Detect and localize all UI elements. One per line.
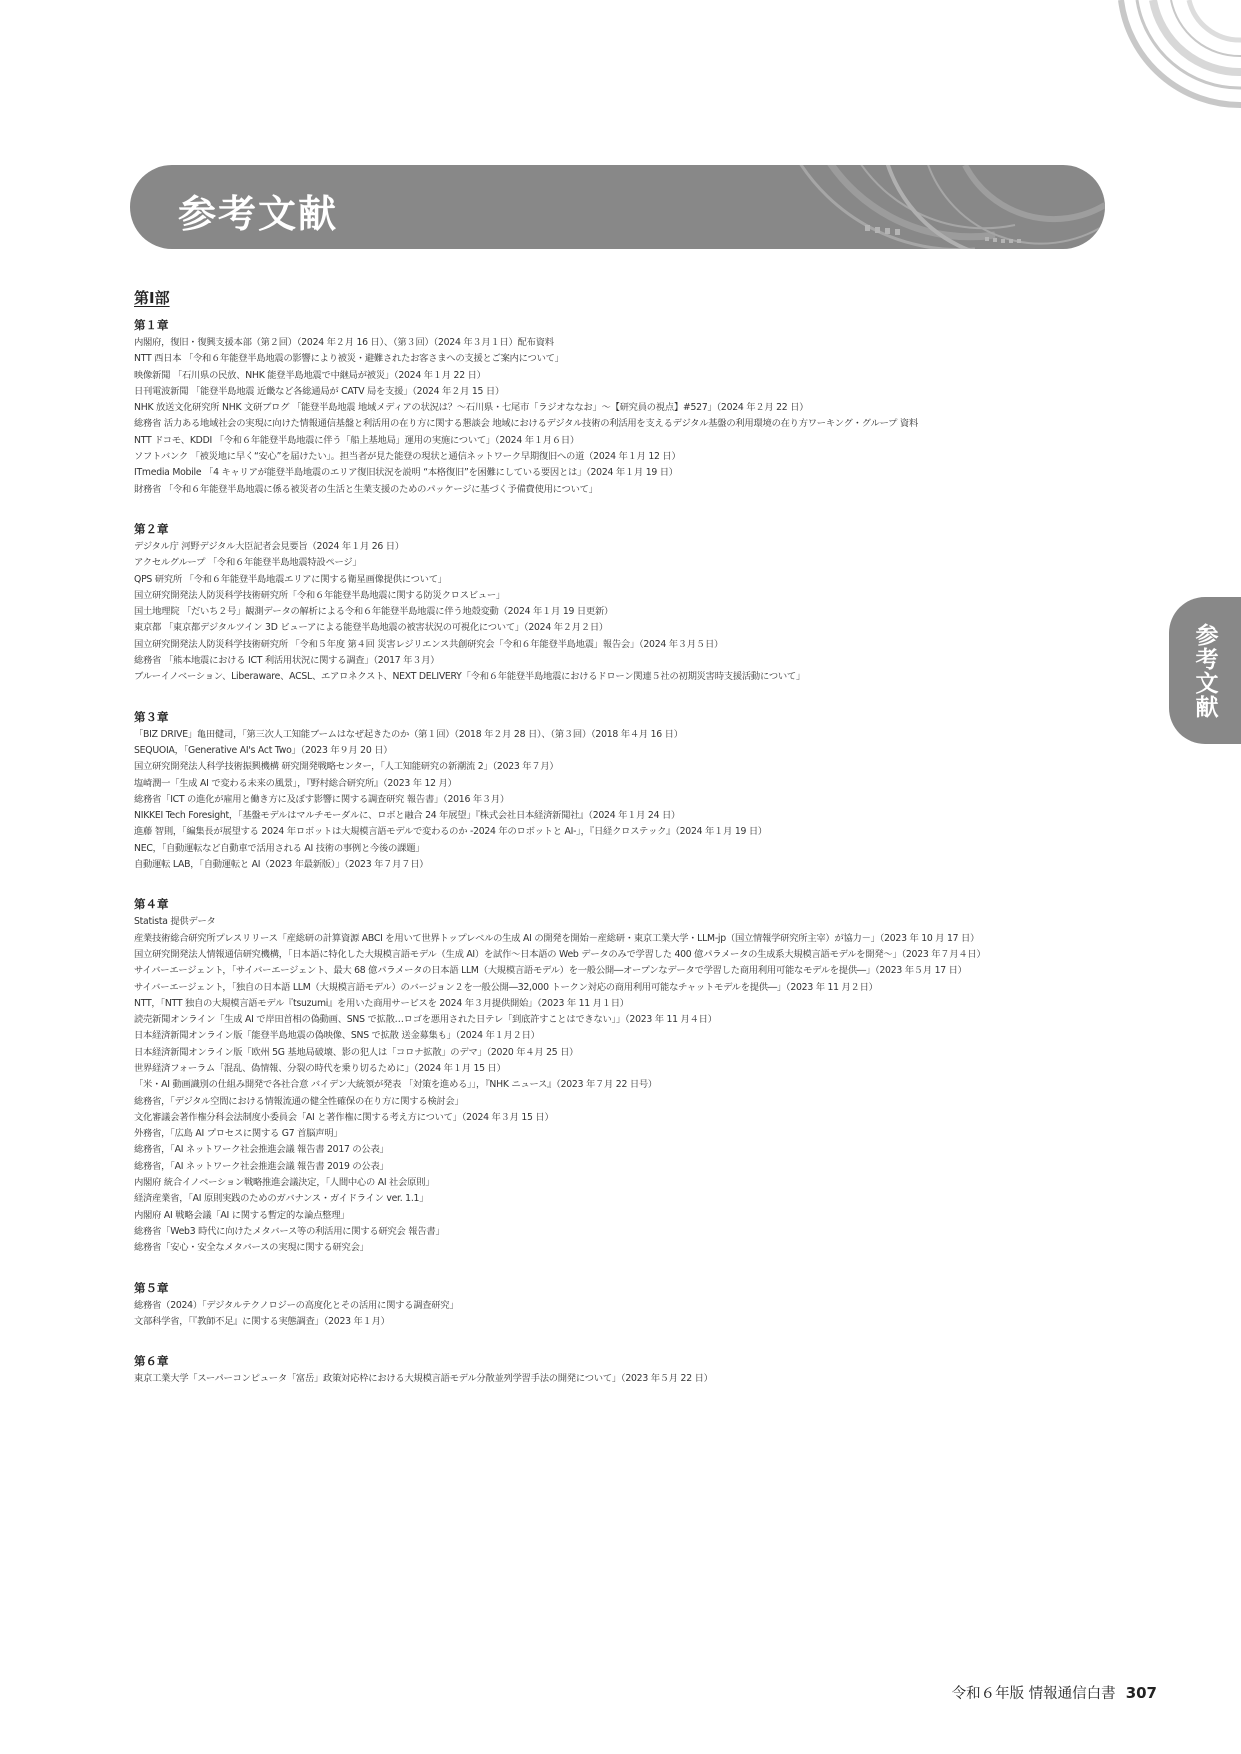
reference-item: ブルーイノベーション、Liberaware、ACSL、エアロネクスト、NEXT DELIVERY「令和６年能登半島地震におけるドローン関連５社の初期災害時支援活動について」 [134,671,806,683]
reference-list [134,1371,1114,1387]
reference-item: 自動運転 LAB，「自動運転と AI（2023 年最新版）」（2023 年７月７日） [134,859,429,871]
reference-list [134,727,1114,874]
reference-item: NEC，「自動運転など自動車で活用される AI 技術の事例と今後の課題」 [134,842,425,854]
reference-item: 東京都 「東京都デジタルツイン 3D ビューアによる能登半島地震の被害状況の可視化について」（2024 年２月２日） [134,622,608,634]
reference-item: 内閣府，復旧・復興支援本部（第２回）（2024 年２月 16 日）、（第３回）（2024 年３月１日）配布資料 [134,337,554,348]
publication-name: 令和６年版 情報通信白書 [951,1686,1116,1702]
chapter-section [134,317,1114,498]
reference-item: 総務省「Web3 時代に向けたメタバース等の利活用に関する研究会 報告書」 [134,1225,445,1237]
reference-item: NIKKEI Tech Foresight，「基盤モデルはマルチモーダルに、ロボと融合 24 年展望」『株式会社日本経済新聞社』（2024 年１月 24 日） [134,810,681,822]
reference-item: 総務省，「デジタル空間における情報流通の健全性確保の在り方に関する検討会」 [134,1095,464,1107]
reference-item: 国立研究開発法人防災科学技術研究所「令和６年能登半島地震に関する防災クロスビュー」 [134,589,505,601]
reference-item: ソフトバンク 「被災地に早く“安心”を届けたい」。担当者が見た能登の現状と通信ネットワーク早期復旧への道（2024 年１月 12 日） [134,451,681,463]
section-side-tab [1169,597,1241,744]
reference-item: 総務省，「AI ネットワーク社会推進会議 報告書 2017 の公表」 [134,1144,389,1156]
reference-item: 国立研究開発法人情報通信研究機構，「日本語に特化した大規模言語モデル（生成 AI）を試作～日本語の Web データのみで学習した 400 億パラメータの生成系大規模言語モデルを開発～」（2023 年７月４日） [134,948,986,960]
reference-item: 塩崎潤一「生成 AI で変わる未来の風景」，『野村総合研究所』（2023 年 12 月） [134,777,457,789]
reference-item: SEQUOIA，「Generative AI's Act Two」（2023 年９月 20 日） [134,744,393,756]
reference-item: QPS 研究所 「令和６年能登半島地震エリアに関する衛星画像提供について」 [134,573,447,585]
reference-item: 産業技術総合研究所プレスリリース「産総研の計算資源 ABCI を用いて世界トップレベルの生成 AI の開発を開始－産総研・東京工業大学・LLM-jp（国立情報学研究所主宰）が協力－」（2023 年 10 月 17 日） [134,932,980,944]
reference-item: 総務省 「熊本地震における ICT 利活用状況に関する調査」（2017 年３月） [134,655,440,667]
reference-list [134,914,1114,1256]
reference-item: 進藤 智則，「編集長が展望する 2024 年ロボットは大規模言語モデルで変わるのか -2024 年のロボットと AI-」，『日経クロステック』（2024 年１月 19 日） [134,826,767,838]
reference-item: アクセルグループ 「令和６年能登半島地震特設ページ」 [134,557,362,569]
reference-item: 総務省「安心・安全なメタバースの実現に関する研究会」 [134,1242,369,1254]
reference-item: デジタル庁 河野デジタル大臣記者会見要旨（2024 年１月 26 日） [134,540,404,552]
reference-item: 国立研究開発法人科学技術振興機構 研究開発戦略センター，「人工知能研究の新潮流 2」（2023 年７月） [134,761,559,773]
reference-list [134,335,1114,498]
reference-item: 日刊電波新聞 「能登半島地震 近畿など各総通局が CATV 局を支援」（2024 年２月 15 日） [134,385,504,397]
page-number: 307 [1125,1684,1157,1702]
banner-decoration-arcs [775,165,1105,249]
reference-item: サイバーエージェント，「独自の日本語 LLM（大規模言語モデル）のバージョン２を一般公開―32,000 トークン対応の商用利用可能なチャットモデルを提供―」（2023 年 11 月２日） [134,981,878,993]
chapter-section [134,896,1114,1256]
part-title: 第Ⅰ部 [134,289,170,307]
title-banner [130,165,1105,249]
reference-item: 内閣府 AI 戦略会議「AI に関する暫定的な論点整理」 [134,1209,350,1221]
reference-item: Statista 提供データ [134,916,216,928]
reference-item: 財務省 「令和６年能登半島地震に係る被災者の生活と生業支援のためのパッケージに基づく予備費使用について」 [134,483,598,495]
reference-list [134,1298,1114,1331]
reference-item: 総務省「ICT の進化が雇用と働き方に及ぼす影響に関する調査研究 報告書」（2016 年３月） [134,793,510,805]
chapter-section [134,1353,1114,1387]
reference-item: 国立研究開発法人防災科学技術研究所 「令和５年度 第４回 災害レジリエンス共創研究会「令和６年能登半島地震」報告会」（2024 年３月５日） [134,638,724,650]
reference-item: NTT 西日本 「令和６年能登半島地震の影響により被災・避難されたお客さまへの支援とご案内について」 [134,353,564,365]
page-footer [952,1682,1157,1703]
chapter-section [134,1280,1114,1331]
reference-item: 内閣府 統合イノベーション戦略推進会議決定，「人間中心の AI 社会原則」 [134,1177,435,1189]
reference-item: 文化審議会著作権分科会法制度小委員会「AI と著作権に関する考え方について」（2024 年３月 15 日） [134,1111,554,1123]
side-tab-label: 参考文献 [1191,622,1218,719]
reference-item: 外務省，「広島 AI プロセスに関する G7 首脳声明」 [134,1128,343,1140]
chapter-list [134,317,1114,1387]
chapter-title: 第３章 [134,709,169,724]
chapter-section [134,709,1114,874]
chapter-title: 第２章 [134,521,169,536]
reference-item: 読売新聞オンライン「生成 AI で岸田首相の偽動画、SNS で拡散…ロゴを悪用された日テレ「到底許すことはできない」」（2023 年 11 月４日） [134,1014,717,1026]
reference-item: 「米・AI 動画識別の仕組み開発で各社合意 バイデン大統領が発表 「対策を進める」」，『NHK ニュース』（2023 年７月 22 日号） [134,1079,657,1091]
reference-item: 文部科学省，「『教師不足』に関する実態調査」（2023 年１月） [134,1315,390,1327]
corner-decoration-arcs [1101,0,1241,110]
page-title: 参考文献 [178,192,339,236]
reference-item: 総務省（2024）「デジタルテクノロジーの高度化とその活用に関する調査研究」 [134,1299,459,1311]
reference-item: サイバーエージェント，「サイバーエージェント、最大 68 億パラメータの日本語 LLM（大規模言語モデル）を一般公開―オープンなデータで学習した商用利用可能なモデルを提供―」（2023 年５月 17 日） [134,965,967,977]
reference-item: 日本経済新聞オンライン版「欧州 5G 基地局破壊、影の犯人は「コロナ拡散」のデマ」（2020 年４月 25 日） [134,1046,579,1058]
reference-item: NTT ドコモ、KDDI 「令和６年能登半島地震に伴う「船上基地局」運用の実施について」（2024 年１月６日） [134,434,579,446]
reference-item: 総務省 活力ある地域社会の実現に向けた情報通信基盤と利活用の在り方に関する懇談会 地域におけるデジタル技術の利活用を支えるデジタル基盤の利用環境の在り方ワーキング・グループ 資料 [134,418,919,430]
reference-list [134,539,1114,686]
chapter-title: 第４章 [134,897,169,912]
reference-content [134,287,1114,1410]
chapter-title: 第５章 [134,1280,169,1295]
chapter-title: 第６章 [134,1354,169,1369]
reference-item: 世界経済フォーラム「混乱、偽情報、分裂の時代を乗り切るために」（2024 年１月 15 日） [134,1062,506,1074]
reference-item: ITmedia Mobile 「4 キャリアが能登半島地震のエリア復旧状況を説明 “本格復旧”を困難にしている要因とは」（2024 年１月 19 日） [134,467,678,479]
reference-item: 日本経済新聞オンライン版「能登半島地震の偽映像、SNS で拡散 送金募集も」（2024 年１月２日） [134,1030,540,1042]
reference-item: NHK 放送文化研究所 NHK 文研ブログ 「能登半島地震 地域メディアの状況は？～石川県・七尾市「ラジオななお」～【研究員の視点】#527」（2024 年２月 22 日） [134,402,809,414]
reference-item: NTT，「NTT 独自の大規模言語モデル『tsuzumi』を用いた商用サービスを 2024 年３月提供開始」（2023 年 11 月１日） [134,997,629,1009]
reference-item: 東京工業大学「スーパーコンピュータ「富岳」政策対応枠における大規模言語モデル分散並列学習手法の開発について」（2023 年５月 22 日） [134,1373,713,1385]
reference-item: 経済産業省，「AI 原則実践のためのガバナンス・ガイドライン ver. 1.1」 [134,1193,429,1205]
reference-item: 総務省，「AI ネットワーク社会推進会議 報告書 2019 の公表」 [134,1160,389,1172]
reference-item: 映像新聞 「石川県の民放、NHK 能登半島地震で中継局が被災」（2024 年１月 22 日） [134,369,486,381]
chapter-title: 第１章 [134,318,169,332]
chapter-section [134,521,1114,686]
reference-item: 「BIZ DRIVE」亀田健司，「第三次人工知能ブームはなぜ起きたのか（第１回）（2018 年２月 28 日）、（第３回）（2018 年４月 16 日） [134,728,683,740]
reference-item: 国土地理院 「だいち２号」観測データの解析による令和６年能登半島地震に伴う地殻変動（2024 年１月 19 日更新） [134,606,614,618]
